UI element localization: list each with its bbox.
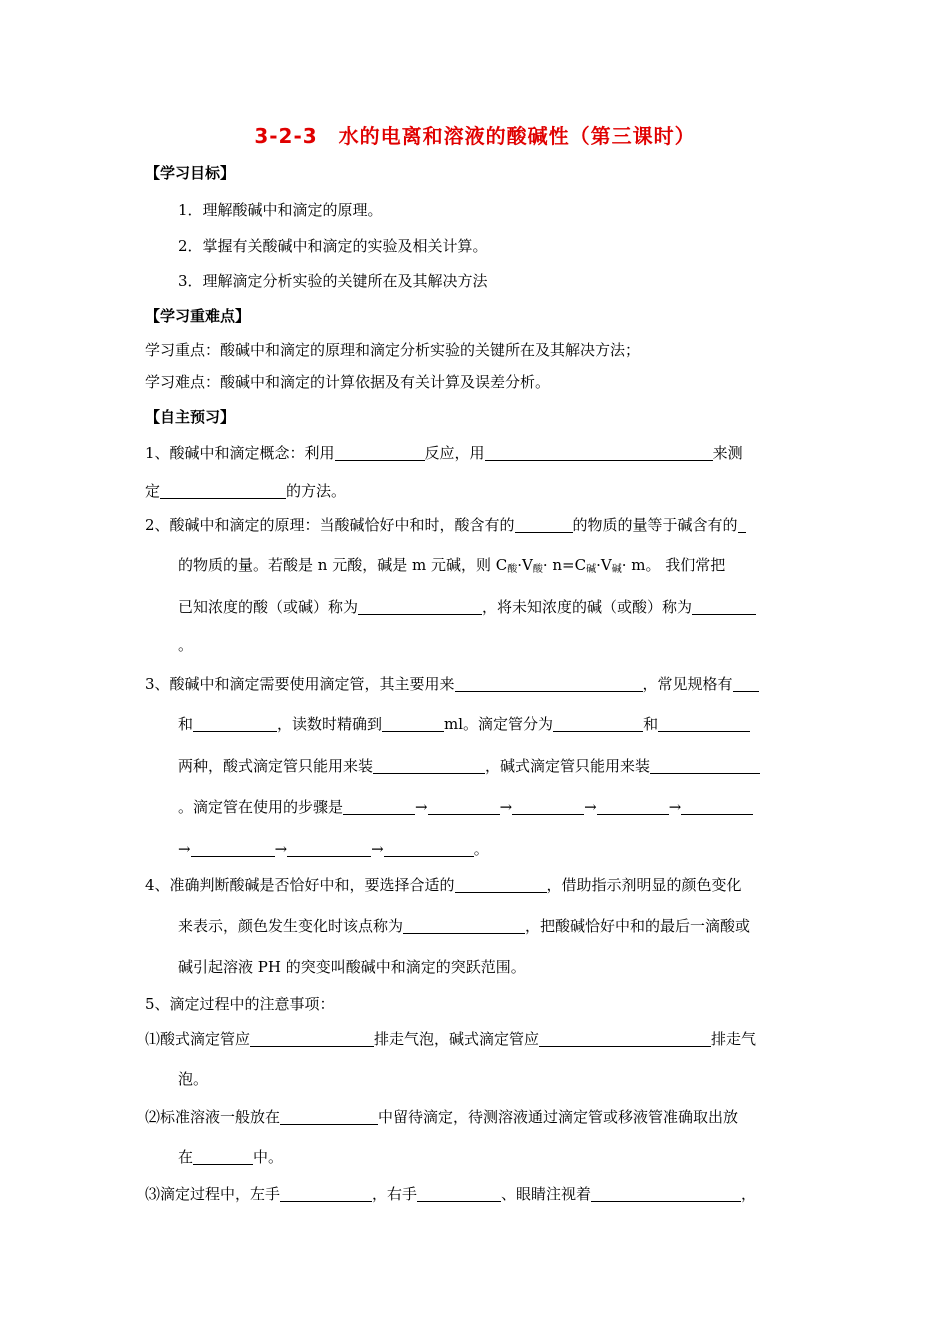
q3-step-blank-3[interactable] bbox=[512, 798, 584, 815]
q2-sub-base-2: 碱 bbox=[611, 564, 622, 575]
q2-sub-acid-1: 酸 bbox=[507, 564, 518, 575]
q3-step-blank-4[interactable] bbox=[597, 798, 669, 815]
q1-blank-3[interactable] bbox=[160, 482, 286, 499]
q3-step-blank-6[interactable] bbox=[191, 840, 275, 857]
question-4-line-1 bbox=[145, 874, 742, 896]
question-3-line-1 bbox=[145, 673, 759, 695]
q2-text-f: ·V bbox=[596, 556, 612, 574]
q2-text-g: · m。 我们常把 bbox=[621, 556, 726, 574]
q3-step-blank-7[interactable] bbox=[287, 840, 371, 857]
q2-blank-3[interactable] bbox=[358, 598, 482, 615]
q3-blank-4[interactable] bbox=[382, 715, 444, 732]
q1-text-e: 的方法。 bbox=[286, 482, 347, 500]
q1-blank-1[interactable] bbox=[335, 444, 425, 461]
q3-step-blank-2[interactable] bbox=[428, 798, 500, 815]
q3-step-blank-5[interactable] bbox=[681, 798, 753, 815]
question-2-line-4: 。 bbox=[178, 636, 194, 654]
q2-text-a: 2、酸碱中和滴定的原理：当酸碱恰好中和时，酸含有的 bbox=[145, 516, 515, 534]
q1-text-c: 来测 bbox=[712, 444, 743, 462]
q3-blank-1[interactable] bbox=[455, 675, 643, 692]
page-title: 3-2-3 水的电离和溶液的酸碱性（第三课时） bbox=[254, 124, 696, 148]
q2-text-b: 的物质的量等于碱含有的 bbox=[572, 516, 738, 534]
question-5-heading: 5、滴定过程中的注意事项： bbox=[145, 995, 335, 1013]
q3-text-g: 两种，酸式滴定管只能用来装 bbox=[178, 757, 374, 775]
question-3-line-4 bbox=[178, 796, 753, 818]
q3-text-end: 。 bbox=[473, 840, 489, 858]
objective-item-2: 2．掌握有关酸碱中和滴定的实验及相关计算。 bbox=[178, 237, 488, 255]
arrow-icon: → bbox=[178, 840, 191, 858]
q5-p3-text-c: 、眼睛注视着 bbox=[501, 1185, 592, 1203]
question-3-line-3 bbox=[178, 755, 760, 777]
q2-blank-1[interactable] bbox=[515, 516, 573, 533]
question-2-line-3 bbox=[178, 596, 756, 618]
q5-p2-text-b: 中留待滴定，待测溶液通过滴定管或移液管准确取出放 bbox=[378, 1108, 739, 1126]
q3-blank-3[interactable] bbox=[193, 715, 277, 732]
q3-step-blank-1[interactable] bbox=[343, 798, 415, 815]
q3-blank-2[interactable] bbox=[733, 675, 759, 692]
q2-text-d: ·V bbox=[517, 556, 533, 574]
arrow-icon: → bbox=[668, 798, 682, 816]
q2-text-h: 已知浓度的酸（或碱）称为 bbox=[178, 598, 359, 616]
question-3-line-5 bbox=[178, 838, 489, 860]
q5-blank-5[interactable] bbox=[280, 1185, 372, 1202]
q5-p1-text-b: 排走气泡，碱式滴定管应 bbox=[374, 1030, 540, 1048]
q2-blank-4[interactable] bbox=[692, 598, 756, 615]
question-2-line-1 bbox=[145, 514, 746, 536]
objectives-heading: 【学习目标】 bbox=[145, 164, 236, 182]
arrow-icon: → bbox=[371, 840, 384, 858]
q5-p2-text-d: 中。 bbox=[253, 1148, 284, 1166]
q2-sub-acid-2: 酸 bbox=[532, 564, 543, 575]
question-5-point-1-cont: 泡。 bbox=[178, 1070, 209, 1088]
arrow-icon: → bbox=[584, 798, 597, 816]
q1-text-d: 定 bbox=[145, 482, 161, 500]
objective-item-3: 3．理解滴定分析实验的关键所在及其解决方法 bbox=[178, 272, 488, 290]
arrow-icon: → bbox=[415, 798, 428, 816]
q3-text-c: 和 bbox=[178, 715, 194, 733]
q4-text-d: ，把酸碱恰好中和的最后一滴酸或 bbox=[525, 917, 751, 935]
q3-blank-8[interactable] bbox=[650, 757, 760, 774]
q5-blank-7[interactable] bbox=[591, 1185, 741, 1202]
q3-text-b: ，常见规格有 bbox=[642, 675, 733, 693]
q5-blank-3[interactable] bbox=[280, 1108, 378, 1125]
q5-p3-text-a: ⑶滴定过程中，左手 bbox=[145, 1185, 281, 1203]
q1-blank-2[interactable] bbox=[485, 444, 713, 461]
q1-text-a: 1、酸碱中和滴定概念：利用 bbox=[145, 444, 335, 462]
q2-blank-2[interactable] bbox=[738, 516, 746, 533]
q3-text-h: ，碱式滴定管只能用来装 bbox=[485, 757, 651, 775]
q5-blank-4[interactable] bbox=[193, 1148, 253, 1165]
q5-p3-text-b: ，右手 bbox=[372, 1185, 418, 1203]
q3-text-d: ，读数时精确到 bbox=[277, 715, 383, 733]
q4-blank-2[interactable] bbox=[403, 917, 525, 934]
question-5-point-2 bbox=[145, 1106, 738, 1128]
q5-blank-6[interactable] bbox=[417, 1185, 501, 1202]
question-4-line-2 bbox=[178, 915, 750, 937]
arrow-icon: → bbox=[274, 840, 288, 858]
q3-text-f: 和 bbox=[643, 715, 659, 733]
q4-blank-1[interactable] bbox=[455, 876, 547, 893]
question-3-line-2 bbox=[178, 713, 750, 735]
q5-p2-text-c: 在 bbox=[178, 1148, 194, 1166]
keypoints-heading: 【学习重难点】 bbox=[145, 307, 251, 325]
q5-blank-1[interactable] bbox=[250, 1030, 374, 1047]
question-1-line-1 bbox=[145, 442, 743, 464]
q5-p2-text-a: ⑵标准溶液一般放在 bbox=[145, 1108, 281, 1126]
q2-text-i: ，将未知浓度的碱（或酸）称为 bbox=[482, 598, 693, 616]
objective-item-1: 1．理解酸碱中和滴定的原理。 bbox=[178, 201, 383, 219]
q4-text-a: 4、准确判断酸碱是否恰好中和，要选择合适的 bbox=[145, 876, 455, 894]
q3-blank-7[interactable] bbox=[373, 757, 485, 774]
question-1-line-2 bbox=[145, 480, 346, 502]
q2-sub-base-1: 碱 bbox=[586, 564, 597, 575]
arrow-icon: → bbox=[499, 798, 513, 816]
q4-text-c: 来表示，颜色发生变化时该点称为 bbox=[178, 917, 404, 935]
q3-blank-5[interactable] bbox=[553, 715, 643, 732]
q5-blank-2[interactable] bbox=[539, 1030, 711, 1047]
difficulty-text: 学习难点：酸碱中和滴定的计算依据及有关计算及误差分析。 bbox=[145, 373, 551, 391]
question-2-line-2 bbox=[178, 554, 725, 581]
q2-text-e: · n=C bbox=[542, 556, 587, 574]
question-5-point-1 bbox=[145, 1028, 756, 1050]
q4-text-b: ，借助指示剂明显的颜色变化 bbox=[546, 876, 742, 894]
q3-text-i: 。滴定管在使用的步骤是 bbox=[178, 798, 344, 816]
q2-text-c: 的物质的量。若酸是 n 元酸，碱是 m 元碱，则 C bbox=[178, 556, 508, 574]
preview-heading: 【自主预习】 bbox=[145, 408, 236, 426]
question-5-point-3 bbox=[145, 1183, 756, 1205]
q1-text-b: 反应，用 bbox=[424, 444, 485, 462]
q3-text-a: 3、酸碱中和滴定需要使用滴定管，其主要用来 bbox=[145, 675, 455, 693]
q5-p3-text-d: ， bbox=[741, 1185, 757, 1203]
question-5-point-2-cont bbox=[178, 1146, 283, 1168]
question-4-line-3: 碱引起溶液 PH 的突变叫酸碱中和滴定的突跃范围。 bbox=[178, 958, 526, 976]
q5-p1-text-c: 排走气 bbox=[711, 1030, 757, 1048]
focus-text: 学习重点：酸碱中和滴定的原理和滴定分析实验的关键所在及其解决方法； bbox=[145, 341, 641, 359]
q5-p1-text-a: ⑴酸式滴定管应 bbox=[145, 1030, 251, 1048]
q3-blank-6[interactable] bbox=[658, 715, 750, 732]
q3-text-e: ml。滴定管分为 bbox=[444, 715, 554, 733]
q3-step-blank-8[interactable] bbox=[384, 840, 474, 857]
